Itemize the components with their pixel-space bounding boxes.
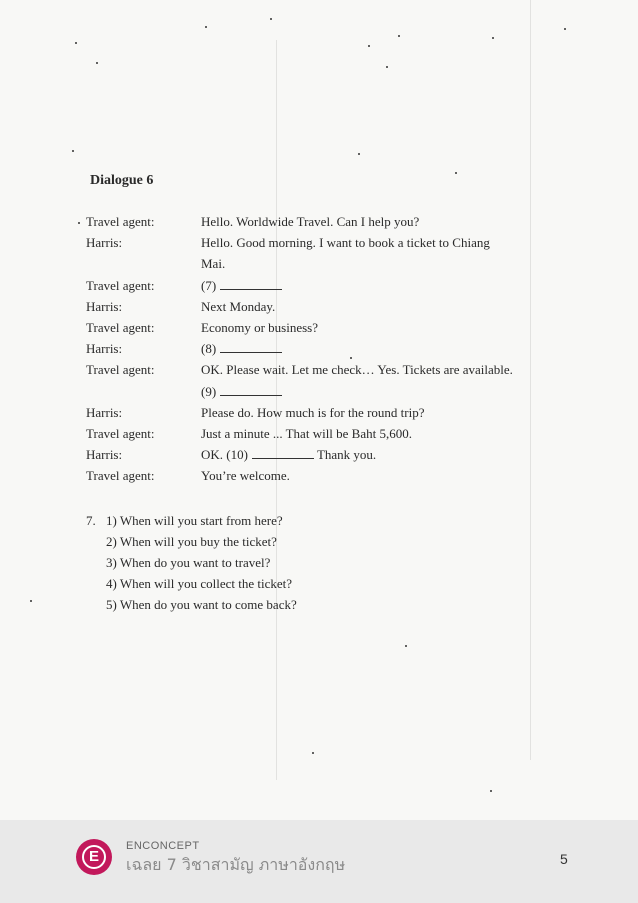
- dialogue-line: [201, 320, 318, 336]
- speaker-label: Travel agent:: [86, 214, 155, 229]
- scan-fold-line: [530, 0, 531, 760]
- dialogue-text: OK. (10): [201, 447, 248, 463]
- scan-speck: [386, 66, 388, 68]
- scan-speck: [350, 357, 352, 359]
- answer-option: 2) When will you buy the ticket?: [106, 534, 277, 549]
- speaker-label: Harris:: [86, 341, 123, 357]
- dialogue-text: (7): [201, 277, 217, 293]
- dialogue-text: Please do. How much is for the round trip?: [201, 404, 425, 420]
- scan-speck: [270, 18, 272, 20]
- speaker-label: Harris:: [86, 404, 123, 420]
- dialogue-line: [201, 299, 275, 315]
- scan-speck: [368, 45, 370, 47]
- dialogue-text: (9): [201, 383, 217, 399]
- scan-speck: [75, 42, 77, 44]
- dialogue-text: Just a minute ... That will be Baht 5,600.: [201, 426, 412, 441]
- answer-option: 4) When will you collect the ticket?: [106, 576, 293, 591]
- scan-speck: [405, 645, 407, 647]
- logo-letter: E: [88, 848, 99, 865]
- answer-blank: [220, 384, 282, 396]
- dialogue-text: Mai.: [201, 256, 226, 272]
- scan-speck: [398, 35, 400, 37]
- answer-blank: [220, 278, 282, 290]
- speaker-label: Harris:: [86, 298, 123, 314]
- speaker-label: Travel agent:: [86, 362, 155, 378]
- dialogue-title: Dialogue 6: [90, 173, 154, 188]
- answer-option: 5) When do you want to come back?: [106, 597, 297, 612]
- answer-option: 1) When will you start from here?: [106, 513, 283, 528]
- answer-blank: [220, 341, 282, 353]
- footer-subtitle: เฉลย 7 วิชาสามัญ ภาษาอังกฤษ: [126, 855, 346, 874]
- speaker-label: Travel agent:: [86, 468, 155, 484]
- scan-speck: [96, 62, 98, 64]
- dialogue-text: (8): [201, 341, 217, 357]
- dialogue-line: [201, 256, 225, 272]
- dialogue-line: [201, 384, 282, 400]
- scan-speck: [564, 28, 566, 30]
- dialogue-line: [201, 426, 412, 442]
- dialogue-text: Hello. Worldwide Travel. Can I help you?: [201, 214, 420, 229]
- dialogue-text: Next Monday.: [201, 298, 276, 314]
- page-number: 5: [560, 851, 568, 867]
- dialogue-line: [201, 235, 490, 251]
- dialogue-line: [201, 468, 290, 484]
- scan-speck: [358, 153, 360, 155]
- dialogue-text-after: Thank you.: [313, 447, 377, 463]
- scan-speck: [78, 222, 80, 224]
- scan-speck: [455, 172, 457, 174]
- scan-speck: [30, 600, 32, 602]
- dialogue-line: [201, 362, 513, 378]
- speaker-label: Harris:: [86, 447, 123, 463]
- dialogue-line: [201, 405, 424, 421]
- question-number: 7.: [86, 513, 96, 528]
- dialogue-text: Economy or business?: [201, 320, 318, 335]
- dialogue-line: [201, 341, 282, 357]
- speaker-label: Travel agent:: [86, 277, 155, 293]
- dialogue-line: [201, 447, 376, 463]
- speaker-label: Harris:: [86, 235, 123, 251]
- speaker-label: Travel agent:: [86, 320, 155, 335]
- enconcept-logo: [76, 839, 112, 875]
- brand-name: ENCONCEPT: [126, 840, 200, 852]
- scan-speck: [72, 150, 74, 152]
- dialogue-text: You’re welcome.: [201, 468, 290, 484]
- scan-speck: [312, 752, 314, 754]
- speaker-label: Travel agent:: [86, 426, 155, 441]
- dialogue-line: [201, 278, 282, 294]
- dialogue-line: [201, 214, 419, 230]
- answer-option: 3) When do you want to travel?: [106, 555, 271, 570]
- dialogue-text: OK. Please wait. Let me check… Yes. Tickets are available.: [201, 362, 513, 378]
- scan-speck: [492, 37, 494, 39]
- answer-blank: [252, 447, 314, 459]
- scan-speck: [490, 790, 492, 792]
- scan-speck: [205, 26, 207, 28]
- dialogue-text: Hello. Good morning. I want to book a ticket to Chiang: [201, 235, 490, 251]
